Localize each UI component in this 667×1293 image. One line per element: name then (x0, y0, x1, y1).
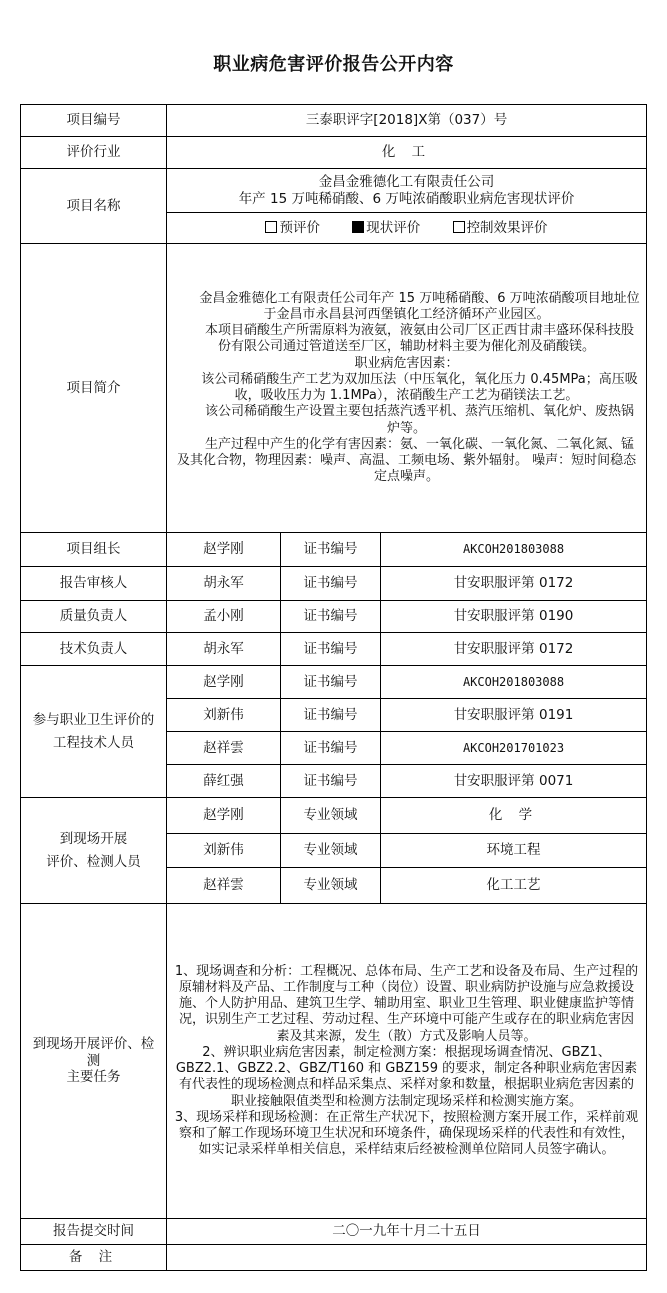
value-industry: 化 工 (167, 137, 647, 169)
label-remark: 备 注 (21, 1245, 167, 1271)
cert-quality: 甘安职服评第 0190 (381, 601, 647, 633)
label-technical: 技术负责人 (21, 633, 167, 666)
option-pre-eval[interactable]: 预评价 (265, 220, 320, 237)
label-field-staff (21, 798, 167, 904)
staff-field: 化工工艺 (381, 868, 647, 904)
task-item: 2、辨识职业病危害因素，制定检测方案：根据现场调查情况、GBZ1、GBZ2.1、GBZ2.2、GBZ/T160 和 GBZ159 的要求，制定各种职业病危害因素有代表性的现场检测点和样品采集点、采样对象和数量，根据职业病危害因素的职业接触限值类型和检测方法制定现场采样和检测实施方案。 (175, 1044, 638, 1109)
cert-label: 证书编号 (281, 732, 381, 765)
row-industry (21, 137, 647, 169)
staff-field: 环境工程 (381, 834, 647, 868)
intro-paragraph: 本项目硝酸生产所需原料为液氨，液氨由公司厂区正西甘肃丰盛环保科技股份有限公司通过管道送至厂区，辅助材料主要为催化剂及硝酸镁。 (205, 323, 635, 355)
row-tasks (21, 904, 647, 1219)
name-quality: 孟小刚 (167, 601, 281, 633)
intro-paragraph: 该公司稀硝酸生产设置主要包括蒸汽透平机、蒸汽压缩机、氧化炉、废热锅炉等。 (205, 404, 635, 436)
cert-reviewer: 甘安职服评第 0172 (381, 567, 647, 601)
row-field-staff (21, 798, 647, 834)
row-engineer (21, 666, 647, 699)
cert-label: 证书编号 (281, 666, 381, 699)
tasks-label-line: 测 (86, 1052, 101, 1069)
task-item: 3、现场采样和现场检测：在正常生产状况下，按照检测方案开展工作，采样前观察和了解工作现场环境卫生状况和环境条件，确保现场采样的代表性和有效性，如实记录采样单相关信息，采样结束后经被检测单位陪同人员签字确认。 (174, 1109, 639, 1158)
engineers-label-line: 参与职业卫生评价的 (32, 711, 155, 728)
intro-paragraph: 金昌金雅德化工有限责任公司年产 15 万吨稀硝酸、6 万吨浓硝酸项目地址位于金昌市永昌县河西堡镇化工经济循环产业园区。 (199, 290, 640, 322)
company-name: 金昌金雅德化工有限责任公司 (318, 173, 495, 190)
label-tasks (21, 904, 167, 1219)
cert-label: 证书编号 (281, 699, 381, 732)
engineer-name: 薛红强 (167, 765, 281, 798)
engineers-label-line: 工程技术人员 (53, 734, 134, 751)
intro-paragraph: 生产过程中产生的化学有害因素：氨、一氧化碳、一氧化氮、二氧化氮、锰及其化合物，物理因素：噪声、高温、工频电场、紫外辐射。 噪声：短时间稳态定点噪声。 (176, 436, 637, 485)
field-staff-label-line: 评价、检测人员 (46, 853, 141, 870)
label-intro: 项目简介 (21, 244, 167, 533)
cert-label: 证书编号 (281, 601, 381, 633)
checkbox-empty-icon (453, 221, 465, 233)
cert-label: 证书编号 (281, 567, 381, 601)
row-technical (21, 633, 647, 666)
engineer-cert: 甘安职服评第 0071 (381, 765, 647, 798)
cert-team-leader: AKCOH201803088 (381, 533, 647, 567)
engineer-name: 刘新伟 (167, 699, 281, 732)
report-table (20, 104, 647, 1271)
cert-label: 证书编号 (281, 533, 381, 567)
engineer-cert: AKCOH201803088 (381, 666, 647, 699)
value-submit: 二〇一九年十月二十五日 (167, 1219, 647, 1245)
intro-paragraph: 职业病危害因素： (354, 355, 459, 371)
row-quality (21, 601, 647, 633)
tasks-label-line: 到现场开展评价、检 (32, 1035, 155, 1052)
name-team-leader: 赵学刚 (167, 533, 281, 567)
name-technical: 胡永军 (167, 633, 281, 666)
staff-name: 赵学刚 (167, 798, 281, 834)
row-team-leader (21, 533, 647, 567)
label-submit: 报告提交时间 (21, 1219, 167, 1245)
page-title: 职业病危害评价报告公开内容 (213, 54, 454, 75)
intro-paragraph: 该公司稀硝酸生产工艺为双加压法（中压氧化，氧化压力 0.45MPa；高压吸收，吸收压力为 1.1MPa），浓硝酸生产工艺为硝镁法工艺。 (201, 371, 638, 403)
row-reviewer (21, 567, 647, 601)
field-staff-label-line: 到现场开展 (59, 830, 128, 847)
option-control-eval[interactable]: 控制效果评价 (453, 220, 548, 237)
project-description: 年产 15 万吨稀硝酸、6 万吨浓硝酸职业病危害现状评价 (238, 190, 575, 207)
cert-technical: 甘安职服评第 0172 (381, 633, 647, 666)
field-label: 专业领域 (281, 834, 381, 868)
value-project-name (167, 169, 647, 213)
label-team-leader: 项目组长 (21, 533, 167, 567)
label-quality: 质量负责人 (21, 601, 167, 633)
row-project-no (21, 105, 647, 137)
tasks-label-line: 主要任务 (66, 1069, 121, 1086)
task-item: 1、现场调查和分析：工程概况、总体布局、生产工艺和设备及布局、生产过程的原辅材料及产品、工作制度与工种（岗位）设置、职业病防护设施与应急救援设施、个人防护用品、建筑卫生学、辅助用室、职业卫生管理、职业健康监护等情况，识别生产工艺过程、劳动过程、生产环境中可能产生或存在的职业病危害因素及其来源，发生（散）方式及影响人员等。 (174, 963, 639, 1044)
value-tasks (167, 904, 647, 1219)
staff-name: 刘新伟 (167, 834, 281, 868)
row-intro (21, 244, 647, 533)
field-label: 专业领域 (281, 798, 381, 834)
row-project-name (21, 169, 647, 213)
engineer-name: 赵祥雲 (167, 732, 281, 765)
engineer-name: 赵学刚 (167, 666, 281, 699)
cert-label: 证书编号 (281, 633, 381, 666)
label-industry: 评价行业 (21, 137, 167, 169)
staff-field: 化 学 (381, 798, 647, 834)
value-remark (167, 1245, 647, 1271)
engineer-cert: 甘安职服评第 0191 (381, 699, 647, 732)
row-submit (21, 1219, 647, 1245)
label-project-no: 项目编号 (21, 105, 167, 137)
field-label: 专业领域 (281, 868, 381, 904)
value-project-no: 三泰职评字[2018]X第（037）号 (167, 105, 647, 137)
eval-type-options (167, 213, 647, 244)
staff-name: 赵祥雲 (167, 868, 281, 904)
cert-label: 证书编号 (281, 765, 381, 798)
value-intro (167, 244, 647, 533)
checkbox-empty-icon (265, 221, 277, 233)
row-remark (21, 1245, 647, 1271)
label-engineers (21, 666, 167, 798)
checkbox-filled-icon (352, 221, 364, 233)
label-reviewer: 报告审核人 (21, 567, 167, 601)
label-project-name: 项目名称 (21, 169, 167, 244)
engineer-cert: AKCOH201701023 (381, 732, 647, 765)
option-status-eval[interactable]: 现状评价 (352, 220, 420, 237)
name-reviewer: 胡永军 (167, 567, 281, 601)
